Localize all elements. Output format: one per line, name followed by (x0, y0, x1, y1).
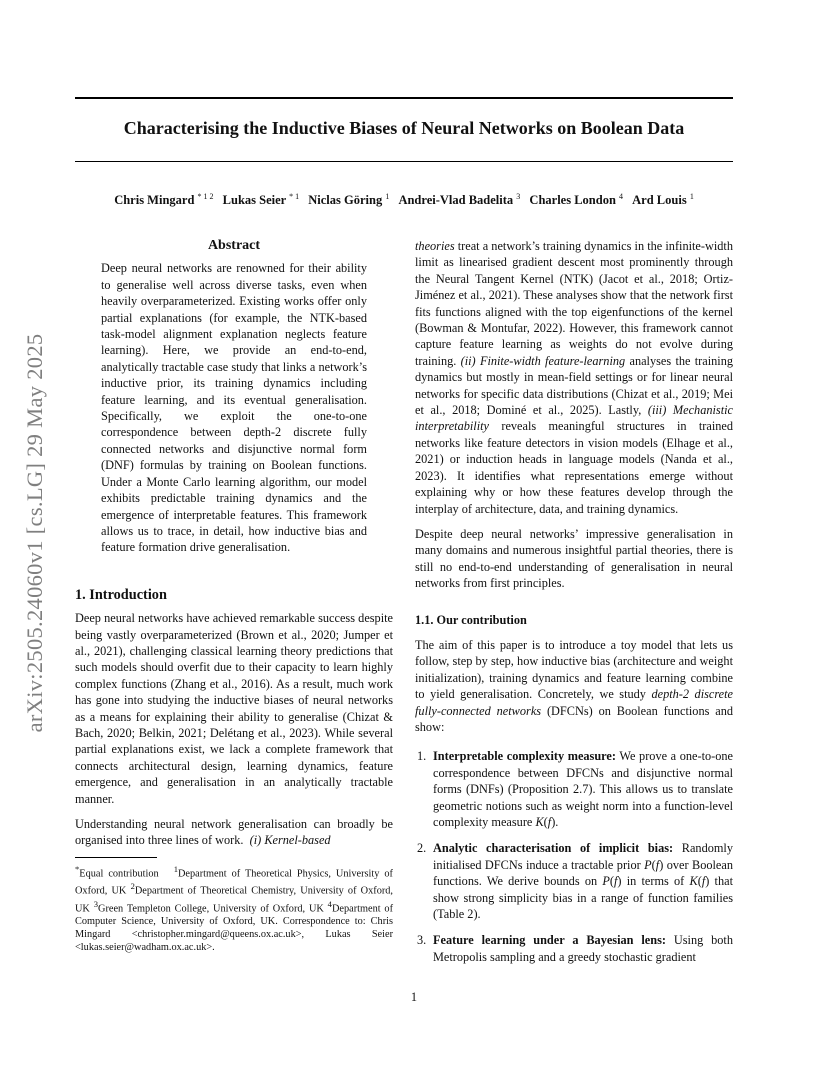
title-rule-top (75, 97, 733, 99)
author-list (75, 192, 733, 208)
intro-paragraph-3: Despite deep neural networks’ impressive generalisation in many domains and numerous insightful partial theories, there is still no end-to-end understanding of generalisation in neural networks from first principles. (415, 526, 733, 591)
author: Lukas Seier $^{* 1}$ (222, 192, 300, 207)
page-number: 1 (410, 990, 418, 1004)
author: Niclas Göring $^1$ (308, 192, 390, 207)
footnote-affiliations: *Equal contribution $^1$Department of Theoretical Physics, University of Oxford, UK $^2$Department of Theoretical Chemistry, University of Oxford, UK $^3$Green Templeton College, University of Oxford, UK $^4$Department of Computer Science, University of Oxford, UK. Correspondence to: Chris Mingard <christopher.mingard@queens.ox.ac.uk>, Lukas Seier <lukas.seier@wadham.ox.ac.uk>. (75, 863, 393, 954)
intro-paragraph-1: Deep neural networks have achieved remarkable success despite being vastly overparameterized (Brown et al., 2020; Jumper et al., 2021), challenging classical learning theory predictions that such models should overfit due to their capacity to learn highly complex functions (Zhang et al., 2016). As a result, much work has gone into studying the inductive biases of neural networks as a means for explaining their ability to generalise (Chizat & Bach, 2020; Belkin, 2021; Delétang et al., 2023). While several partial explanations exist, we lack a complete framework that connects architectural design, learning dynamics, feature emergence, and generalisation in an analytically tractable manner. (75, 611, 393, 806)
title-rule-bottom (75, 161, 733, 162)
list-item: 1. Interpretable complexity measure: We prove a one-to-one correspondence between DFCNs and disjunctive normal forms (DNFs) (Proposition 2.7). This allows us to translate geometric notions such as weight norm into a function-level complexity measure K(f). (417, 749, 733, 829)
intro-paragraph-2-continued: theories treat a network’s training dynamics in the infinite-width limit as linearised gradient descent most prominently through the Neural Tangent Kernel (NTK) (Jacot et al., 2018; Ortiz-Jiménez et al., 2021). These analyses show that the network first fits functions aligned with the top eigenfunctions of the kernel (Bowman & Montufar, 2022). However, this framework cannot capture feature learning as weights do not evolve during training. (ii) Finite-width feature-learning analyses the training dynamics but mostly in mean-field settings or for linear neural networks for specific data distributions (Chizat et al., 2019; Mei et al., 2018; Dominé et al., 2025). Lastly, (iii) Mechanistic interpretability reveals meaningful structures in trained networks like feature detectors in vision models (Elhage et al., 2021) or induction heads in language models (Nanda et al., 2023). It identifies what representations emerge without explaining why or how these features develop through the interplay of architecture, data, and training dynamics. (415, 239, 734, 516)
arxiv-stamp: arXiv:2505.24060v1 [cs.LG] 29 May 2025 (22, 333, 47, 733)
author: Charles London $^4$ (529, 192, 624, 207)
subsection-heading-contribution: 1.1. Our contribution (415, 612, 527, 627)
author: Ard Louis $^1$ (632, 192, 694, 207)
section-heading-introduction: 1. Introduction (75, 586, 167, 603)
abstract-heading: Abstract (207, 238, 261, 253)
abstract-text: Deep neural networks are renowned for their ability to generalise well across diverse tasks, even when heavily overparameterized. Existing works offer only partial explanations (for example, the NTK-based task-model alignment explanation neglects feature learning). Here, we provide an end-to-end, analytically tractable case study that links a network’s inductive prior, its training dynamics including feature learning, and its eventual generalisation. Specifically, we exploit the one-to-one correspondence between depth-2 discrete fully connected networks and disjunctive normal form (DNF) formulas by training on Boolean functions. Under a Monte Carlo learning algorithm, our model exhibits predictable training dynamics and the emergence of interpretable features. This framework allows us to trace, in detail, how inductive bias and feature formation drive generalisation. (101, 261, 367, 555)
list-item: 2. Analytic characterisation of implicit bias: Randomly initialised DFCNs induce a tractable prior P(f) over Boolean functions. We derive bounds on P(f) in terms of K(f) that show strong simplicity bias in a range of function families (Table 2). (417, 841, 734, 922)
author: Chris Mingard $^{* 1 2}$ (114, 192, 214, 207)
author: Andrei-Vlad Badelita $^3$ (398, 192, 521, 207)
contribution-paragraph: The aim of this paper is to introduce a toy model that lets us follow, step by step, how inductive bias (architecture and weight initialization), training dynamics and feature learning combine to yield generalisation. Concretely, we study depth-2 discrete fully-connected networks (DFCNs) on Boolean functions and show: (415, 637, 734, 734)
intro-paragraph-2-start: Understanding neural network generalisation can broadly be organised into three lines of work. (i) Kernel-based (75, 817, 393, 848)
right-column (415, 238, 733, 965)
left-column (75, 238, 393, 954)
paper-title: Characterising the Inductive Biases of Neural Networks on Boolean Data (123, 118, 685, 138)
contribution-list (415, 748, 733, 965)
list-item: 3. Feature learning under a Bayesian lens: Using both Metropolis sampling and a greedy stochastic gradient (417, 933, 733, 964)
